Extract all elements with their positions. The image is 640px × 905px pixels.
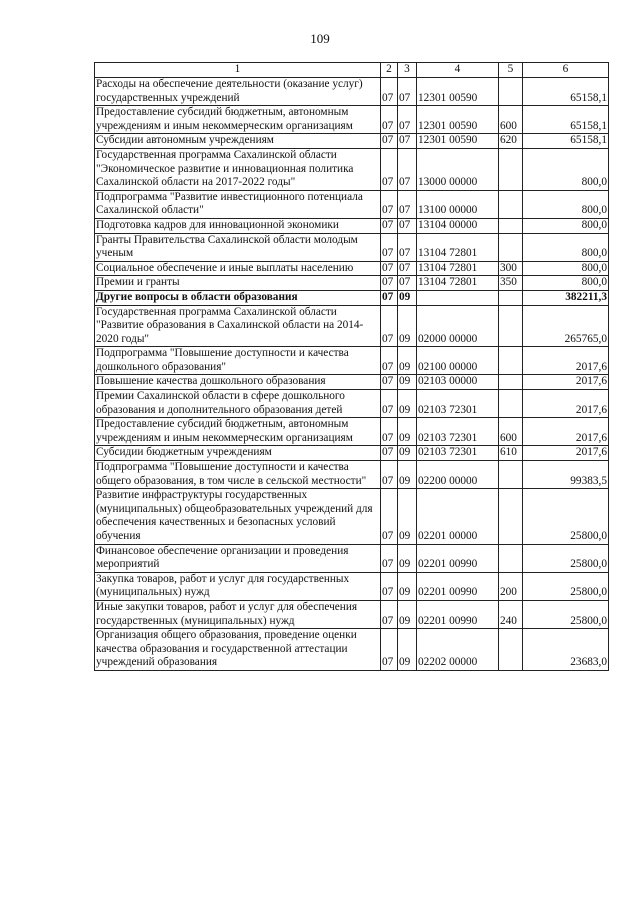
- target-article-code: 02100 00000: [417, 347, 499, 375]
- subsection-code: 07: [398, 148, 417, 190]
- expense-type-code: [499, 347, 523, 375]
- row-description: Подпрограмма "Повышение доступности и качества общего образования, в том числе в сельской местности": [95, 461, 381, 489]
- section-code: 07: [381, 347, 398, 375]
- row-description: Организация общего образования, проведение оценки качества образования и государственной аттестации учреждений образования: [95, 629, 381, 671]
- section-code: 07: [381, 461, 398, 489]
- table-row: [95, 190, 609, 218]
- expense-type-code: [499, 218, 523, 233]
- table-row: [95, 489, 609, 544]
- subsection-code: 07: [398, 233, 417, 261]
- expense-type-code: [499, 629, 523, 671]
- target-article-code: 13104 72801: [417, 261, 499, 276]
- table-row: [95, 629, 609, 671]
- expense-type-code: 200: [499, 572, 523, 600]
- expense-type-code: [499, 233, 523, 261]
- target-article-code: 12301 00590: [417, 78, 499, 106]
- amount-value: 800,0: [523, 233, 609, 261]
- column-header: 5: [499, 63, 523, 78]
- table-row: [95, 572, 609, 600]
- table-row: [95, 461, 609, 489]
- amount-value: 2017,6: [523, 375, 609, 390]
- subsection-code: 09: [398, 446, 417, 461]
- amount-value: 25800,0: [523, 489, 609, 544]
- target-article-code: 13104 00000: [417, 218, 499, 233]
- target-article-code: 12301 00590: [417, 106, 499, 134]
- row-description: Подготовка кадров для инновационной экономики: [95, 218, 381, 233]
- subsection-code: 09: [398, 305, 417, 347]
- section-code: 07: [381, 233, 398, 261]
- subsection-code: 07: [398, 106, 417, 134]
- section-code: 07: [381, 78, 398, 106]
- section-code: 07: [381, 106, 398, 134]
- amount-value: 2017,6: [523, 390, 609, 418]
- subsection-code: 07: [398, 261, 417, 276]
- subsection-code: 09: [398, 390, 417, 418]
- table-row: [95, 347, 609, 375]
- row-description: Предоставление субсидий бюджетным, автономным учреждениям и иным некоммерческим организациям: [95, 418, 381, 446]
- table-header-row: [95, 63, 609, 78]
- section-code: 07: [381, 190, 398, 218]
- subsection-code: 09: [398, 489, 417, 544]
- section-code: 07: [381, 134, 398, 149]
- row-description: Другие вопросы в области образования: [95, 290, 381, 305]
- table-row: [95, 148, 609, 190]
- table-row: [95, 446, 609, 461]
- expense-type-code: [499, 461, 523, 489]
- expense-type-code: 620: [499, 134, 523, 149]
- expense-type-code: [499, 190, 523, 218]
- expense-type-code: 350: [499, 276, 523, 291]
- expense-type-code: [499, 305, 523, 347]
- amount-value: 800,0: [523, 148, 609, 190]
- amount-value: 65158,1: [523, 134, 609, 149]
- subsection-code: 09: [398, 461, 417, 489]
- row-description: Расходы на обеспечение деятельности (оказание услуг) государственных учреждений: [95, 78, 381, 106]
- target-article-code: 02201 00000: [417, 489, 499, 544]
- subsection-code: 07: [398, 134, 417, 149]
- target-article-code: 13000 00000: [417, 148, 499, 190]
- subsection-code: 07: [398, 276, 417, 291]
- amount-value: 25800,0: [523, 572, 609, 600]
- section-code: 07: [381, 544, 398, 572]
- expense-type-code: [499, 78, 523, 106]
- section-code: 07: [381, 218, 398, 233]
- subsection-code: 09: [398, 572, 417, 600]
- section-code: 07: [381, 375, 398, 390]
- target-article-code: 02000 00000: [417, 305, 499, 347]
- table-row: [95, 390, 609, 418]
- expense-type-code: 240: [499, 600, 523, 628]
- row-description: Социальное обеспечение и иные выплаты населению: [95, 261, 381, 276]
- target-article-code: 02103 72301: [417, 390, 499, 418]
- target-article-code: 02103 72301: [417, 446, 499, 461]
- expense-type-code: [499, 390, 523, 418]
- amount-value: 800,0: [523, 190, 609, 218]
- amount-value: 23683,0: [523, 629, 609, 671]
- amount-value: 25800,0: [523, 544, 609, 572]
- subsection-code: 09: [398, 629, 417, 671]
- target-article-code: 02103 72301: [417, 418, 499, 446]
- table-row: [95, 418, 609, 446]
- expense-type-code: 600: [499, 418, 523, 446]
- target-article-code: 02201 00990: [417, 544, 499, 572]
- subsection-code: 09: [398, 290, 417, 305]
- expense-type-code: [499, 148, 523, 190]
- row-description: Развитие инфраструктуры государственных (муниципальных) общеобразовательных учреждений для обеспечения качественных и безопасных условий обучения: [95, 489, 381, 544]
- target-article-code: 02201 00990: [417, 572, 499, 600]
- column-header: 1: [95, 63, 381, 78]
- expense-type-code: [499, 489, 523, 544]
- amount-value: 800,0: [523, 276, 609, 291]
- target-article-code: 13104 72801: [417, 276, 499, 291]
- expense-type-code: 600: [499, 106, 523, 134]
- table-row: [95, 106, 609, 134]
- row-description: Повышение качества дошкольного образования: [95, 375, 381, 390]
- row-description: Предоставление субсидий бюджетным, автономным учреждениям и иным некоммерческим организациям: [95, 106, 381, 134]
- amount-value: 2017,6: [523, 347, 609, 375]
- section-code: 07: [381, 290, 398, 305]
- amount-value: 2017,6: [523, 418, 609, 446]
- table-row: [95, 233, 609, 261]
- row-description: Премии и гранты: [95, 276, 381, 291]
- section-code: 07: [381, 418, 398, 446]
- table-row: [95, 218, 609, 233]
- target-article-code: 02103 00000: [417, 375, 499, 390]
- amount-value: 25800,0: [523, 600, 609, 628]
- table-row: [95, 544, 609, 572]
- section-code: 07: [381, 572, 398, 600]
- row-description: Гранты Правительства Сахалинской области молодым ученым: [95, 233, 381, 261]
- section-code: 07: [381, 489, 398, 544]
- expense-type-code: [499, 544, 523, 572]
- expense-type-code: [499, 290, 523, 305]
- row-description: Подпрограмма "Повышение доступности и качества дошкольного образования": [95, 347, 381, 375]
- section-code: 07: [381, 276, 398, 291]
- subsection-code: 09: [398, 418, 417, 446]
- target-article-code: 02200 00000: [417, 461, 499, 489]
- subsection-code: 09: [398, 347, 417, 375]
- subsection-code: 07: [398, 218, 417, 233]
- target-article-code: 02202 00000: [417, 629, 499, 671]
- target-article-code: 02201 00990: [417, 600, 499, 628]
- amount-value: 800,0: [523, 261, 609, 276]
- subsection-code: 09: [398, 600, 417, 628]
- section-code: 07: [381, 600, 398, 628]
- subsection-code: 09: [398, 375, 417, 390]
- row-description: Государственная программа Сахалинской области "Экономическое развитие и инновационная политика Сахалинской области на 2017-2022 годы": [95, 148, 381, 190]
- column-header: 6: [523, 63, 609, 78]
- expense-type-code: 610: [499, 446, 523, 461]
- section-code: 07: [381, 629, 398, 671]
- amount-value: 65158,1: [523, 78, 609, 106]
- table-row: [95, 600, 609, 628]
- row-description: Государственная программа Сахалинской области "Развитие образования в Сахалинской области на 2014-2020 годы": [95, 305, 381, 347]
- amount-value: 265765,0: [523, 305, 609, 347]
- row-description: Подпрограмма "Развитие инвестиционного потенциала Сахалинской области": [95, 190, 381, 218]
- subsection-code: 07: [398, 190, 417, 218]
- amount-value: 99383,5: [523, 461, 609, 489]
- row-description: Иные закупки товаров, работ и услуг для обеспечения государственных (муниципальных) нужд: [95, 600, 381, 628]
- expense-type-code: 300: [499, 261, 523, 276]
- amount-value: 65158,1: [523, 106, 609, 134]
- amount-value: 2017,6: [523, 446, 609, 461]
- table-row: [95, 261, 609, 276]
- table-row: [95, 78, 609, 106]
- column-header: 2: [381, 63, 398, 78]
- budget-table: [94, 62, 609, 671]
- row-description: Премии Сахалинской области в сфере дошкольного образования и дополнительного образования детей: [95, 390, 381, 418]
- table-row: [95, 375, 609, 390]
- table-row: [95, 134, 609, 149]
- section-code: 07: [381, 446, 398, 461]
- page-number: 109: [310, 31, 330, 46]
- column-header: 4: [417, 63, 499, 78]
- table-row: [95, 276, 609, 291]
- row-description: Субсидии автономным учреждениям: [95, 134, 381, 149]
- row-description: Финансовое обеспечение организации и проведения мероприятий: [95, 544, 381, 572]
- target-article-code: 13100 00000: [417, 190, 499, 218]
- column-header: 3: [398, 63, 417, 78]
- section-code: 07: [381, 148, 398, 190]
- section-code: 07: [381, 390, 398, 418]
- row-description: Закупка товаров, работ и услуг для государственных (муниципальных) нужд: [95, 572, 381, 600]
- amount-value: 800,0: [523, 218, 609, 233]
- table-row: [95, 305, 609, 347]
- row-description: Субсидии бюджетным учреждениям: [95, 446, 381, 461]
- target-article-code: 12301 00590: [417, 134, 499, 149]
- expense-type-code: [499, 375, 523, 390]
- target-article-code: 13104 72801: [417, 233, 499, 261]
- target-article-code: [417, 290, 499, 305]
- section-code: 07: [381, 261, 398, 276]
- section-code: 07: [381, 305, 398, 347]
- table-row: [95, 290, 609, 305]
- subsection-code: 09: [398, 544, 417, 572]
- subsection-code: 07: [398, 78, 417, 106]
- amount-value: 382211,3: [523, 290, 609, 305]
